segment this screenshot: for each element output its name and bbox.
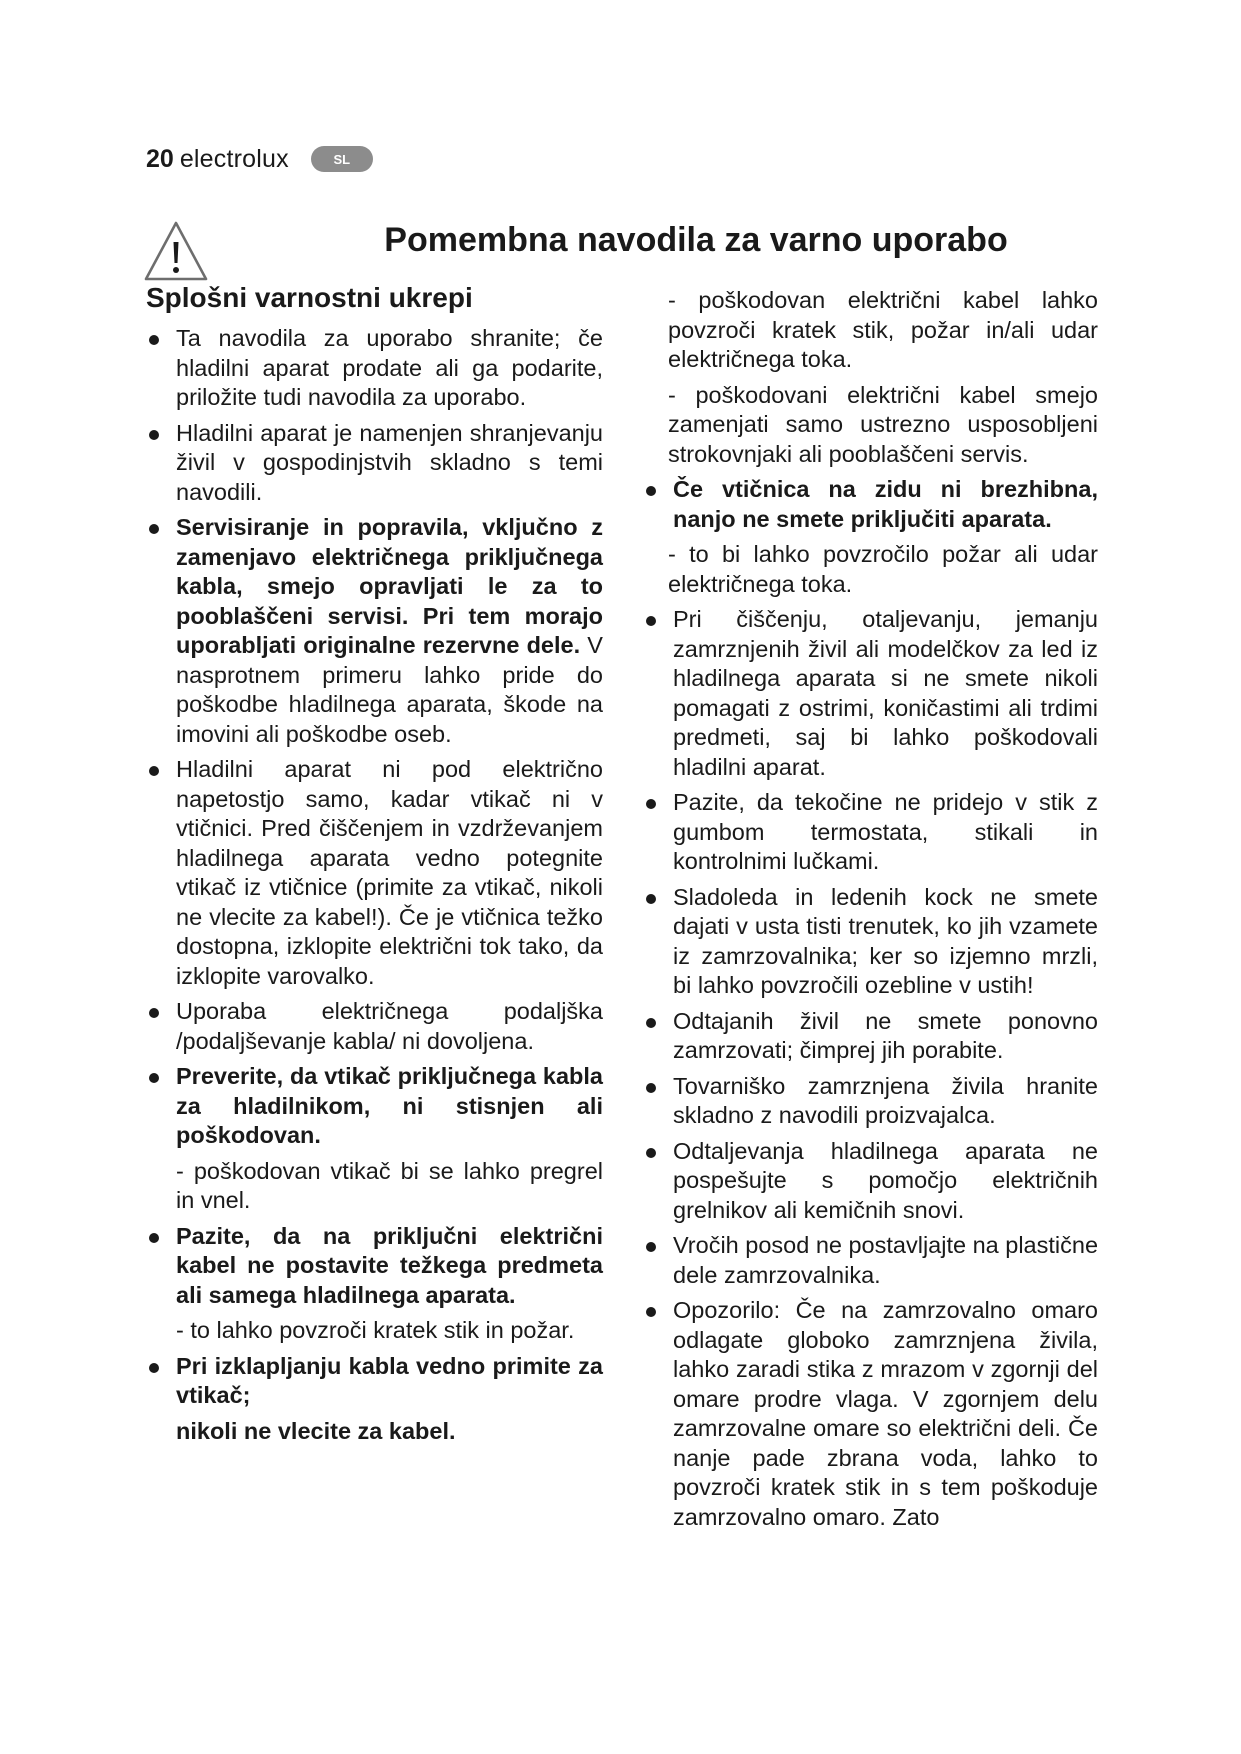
sub-note: - poškodovan električni kabel lahko povzroči kratek stik, požar in/ali udar električnega toka. xyxy=(668,287,1098,372)
list-item-socket: Če vtičnica na zidu ni brezhibna, nanjo ne smete priključiti aparata. xyxy=(643,475,1098,534)
page-header xyxy=(146,142,373,176)
bullet-icon xyxy=(149,1233,159,1243)
list-item-service: Servisiranje in popravila, vključno z zamenjavo električnega priključnega kabla, smejo opravljati le za to pooblaščeni servisi. Pri tem morajo uporabljati originalne rezervne dele. V nasprotnem primeru lahko pride do poškodbe hladilnega aparata, škode na imovini ali poškodbe oseb. xyxy=(146,513,603,749)
list-item: Tovarniško zamrznjena živila hranite skladno z navodili proizvajalca. xyxy=(643,1072,1098,1131)
brand-name: electrolux xyxy=(179,144,289,173)
page-number: 20 xyxy=(146,144,174,173)
bullet-icon xyxy=(646,1018,656,1028)
bullet-icon xyxy=(646,1083,656,1093)
bullet-icon xyxy=(646,486,656,496)
bullet-icon xyxy=(646,1242,656,1252)
right-column xyxy=(643,286,1098,1538)
language-badge: SL xyxy=(311,146,373,172)
bullet-icon xyxy=(149,1363,159,1373)
left-column xyxy=(146,282,603,1452)
page-title: Pomembna navodila za varno uporabo xyxy=(384,221,1008,259)
bullet-icon xyxy=(149,766,159,776)
list-item: Odtaljevanja hladilnega aparata ne pospešujte s pomočjo električnih grelnikov ali kemičnih snovi. xyxy=(643,1137,1098,1226)
bullet-icon xyxy=(149,1008,159,1018)
list-item-plug-check: Preverite, da vtikač priključnega kabla za hladilnikom, ni stisnjen ali poškodovan. xyxy=(146,1062,603,1151)
list-item: Uporaba električnega podaljška /podaljševanje kabla/ ni dovoljena. xyxy=(146,997,603,1056)
list-item-warning: Opozorilo: Če na zamrzovalno omaro odlagate globoko zamrznjena živila, lahko zaradi stika z mrazom v zgornji del omare prodre vlaga. V zgornjem delu zamrzovalne omare so električni deli. Če nanje pade zbrana voda, lahko to povzroči kratek stik in s tem poškoduje zamrzovalno omaro. Zato xyxy=(643,1296,1098,1532)
sub-note: - poškodovani električni kabel smejo zamenjati samo ustrezno usposobljeni strokovnjaki ali pooblaščeni servis. xyxy=(668,381,1098,467)
bullet-icon xyxy=(646,894,656,904)
sub-note: - poškodovan vtikač bi se lahko pregrel in vnel. xyxy=(176,1157,603,1213)
bullet-icon xyxy=(646,799,656,809)
list-item: Hladilni aparat ni pod električno napetostjo samo, kadar vtikač ni v vtičnici. Pred čiščenjem in vzdrževanjem hladilnega aparata vedno potegnite vtikač iz vtičnice (primite za vtikač, nikoli ne vlecite za kabel!). Če je vtičnica težko dostopna, izklopite električni tok tako, da izklopite varovalko. xyxy=(146,755,603,991)
bullet-icon xyxy=(646,1148,656,1158)
sub-note: - to bi lahko povzročilo požar ali udar električnega toka. xyxy=(668,541,1098,597)
sub-note: nikoli ne vlecite za kabel. xyxy=(176,1417,456,1444)
bullet-icon xyxy=(149,335,159,345)
bullet-icon xyxy=(149,430,159,440)
bullet-icon xyxy=(646,616,656,626)
list-item: Vročih posod ne postavljajte na plastične dele zamrzovalnika. xyxy=(643,1231,1098,1290)
list-item: Sladoleda in ledenih kock ne smete dajati v usta tisti trenutek, ko jih vzamete iz zamrzovalnika; ker so izjemno mrzli, bi lahko povzročili ozebline v ustih! xyxy=(643,883,1098,1001)
bullet-icon xyxy=(149,524,159,534)
warning-triangle-icon xyxy=(143,220,209,282)
sub-note: - to lahko povzroči kratek stik in požar. xyxy=(176,1317,575,1343)
list-item-heavy-objects: Pazite, da na priključni električni kabel ne postavite težkega predmeta ali samega hladilnega aparata. xyxy=(146,1222,603,1311)
list-item: Hladilni aparat je namenjen shranjevanju živil v gospodinjstvih skladno s temi navodili. xyxy=(146,419,603,508)
list-item-unplug: Pri izklapljanju kabla vedno primite za vtikač; xyxy=(146,1352,603,1411)
list-item: Ta navodila za uporabo shranite; če hladilni aparat prodate ali ga podarite, priložite tudi navodila za uporabo. xyxy=(146,324,603,413)
bullet-icon xyxy=(646,1307,656,1317)
list-item: Odtajanih živil ne smete ponovno zamrzovati; čimprej jih porabite. xyxy=(643,1007,1098,1066)
section-title: Splošni varnostni ukrepi xyxy=(146,282,473,313)
list-item: Pazite, da tekočine ne pridejo v stik z gumbom termostata, stikali in kontrolnimi lučkami. xyxy=(643,788,1098,877)
list-item: Pri čiščenju, otaljevanju, jemanju zamrznjenih živil ali modelčkov za led iz hladilnega aparata si ne smete nikoli pomagati z ostrimi, koničastimi ali trdimi predmeti, saj bi lahko poškodovali hladilni aparat. xyxy=(643,605,1098,782)
bullet-icon xyxy=(149,1073,159,1083)
